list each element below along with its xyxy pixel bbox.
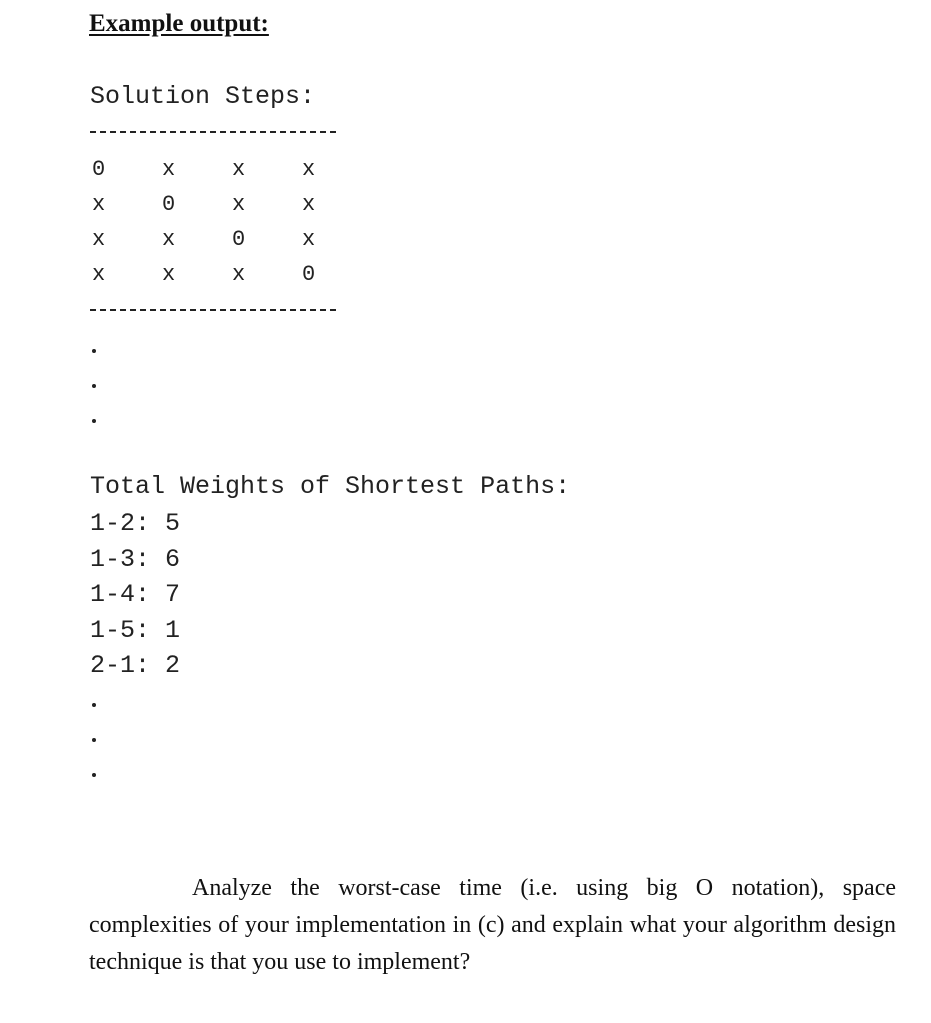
matrix-row: [88, 257, 368, 292]
matrix-cell: x: [302, 157, 316, 182]
matrix-row: [88, 152, 368, 187]
dot: [92, 738, 96, 742]
matrix-cell: x: [162, 262, 176, 287]
matrix-cell: 0: [162, 192, 176, 217]
matrix-row: [88, 187, 368, 222]
matrix-cell: 0: [302, 262, 316, 287]
matrix-cell: x: [232, 262, 246, 287]
matrix-cell: x: [162, 227, 176, 252]
dot: [92, 349, 96, 353]
weight-line: 2-1: 2: [90, 651, 181, 680]
ellipsis-dots: [92, 703, 96, 808]
solution-steps-label: Solution Steps:: [90, 82, 316, 111]
weight-line: 1-3: 6: [90, 544, 181, 574]
weight-line: 1-2: 5: [90, 509, 181, 538]
matrix-cell: x: [302, 192, 316, 217]
matrix-cell: 0: [232, 227, 246, 252]
weights-list: [90, 506, 180, 684]
matrix-row: [88, 222, 368, 257]
dot: [92, 419, 96, 423]
matrix-cell: x: [92, 262, 106, 287]
question-paragraph: Analyze the worst-case time (i.e. using big O notation), space complexities of your implementation in (c) and explain what your algorithm design technique is that you use to implement?: [89, 875, 896, 975]
matrix-cell: x: [232, 157, 246, 182]
example-output-heading: Example output:: [89, 10, 269, 37]
separator-bottom: [90, 309, 336, 311]
total-weights-label: Total Weights of Shortest Paths:: [90, 472, 571, 501]
dot: [92, 703, 96, 707]
matrix-cell: x: [302, 227, 316, 252]
ellipsis-dots: [92, 349, 96, 454]
matrix-cell: x: [92, 192, 106, 217]
weight-line: 1-4: 7: [90, 580, 181, 609]
matrix-cell: 0: [92, 157, 106, 182]
separator-top: [90, 131, 336, 133]
dot: [92, 384, 96, 388]
dot: [92, 773, 96, 777]
matrix-cell: x: [162, 157, 176, 182]
solution-matrix: [88, 152, 368, 292]
matrix-cell: x: [232, 192, 246, 217]
weight-line: 1-5: 1: [90, 615, 181, 645]
matrix-cell: x: [92, 227, 106, 252]
